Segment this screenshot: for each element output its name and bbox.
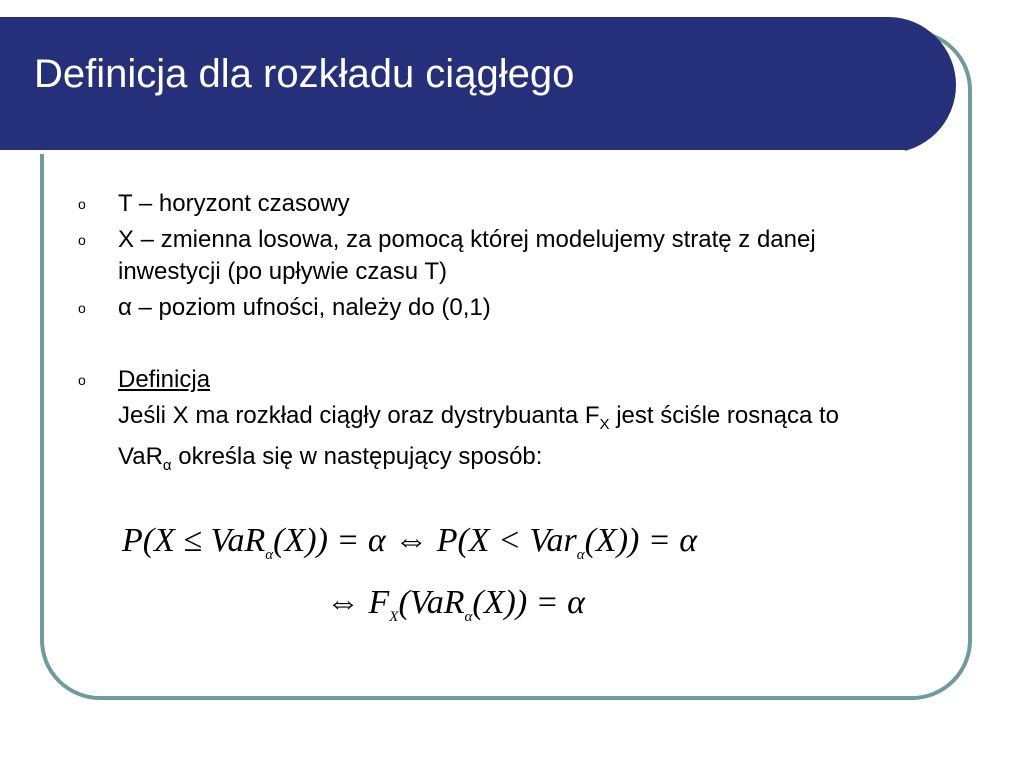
title-underline <box>0 150 905 154</box>
bullet-marker: o <box>78 232 86 248</box>
bullet-text: X – zmienna losowa, za pomocą której modelujemy stratę z danej inwestycji (po upływie czasu T) <box>118 226 816 285</box>
bullet-text: α – poziom ufności, należy do (0,1) <box>118 294 491 321</box>
bullet-marker: o <box>78 372 86 388</box>
slide-title: Definicja dla rozkładu ciągłego <box>34 52 575 96</box>
bullet-marker: o <box>78 196 86 212</box>
formula-line-2: ⇔ $F_X(VaR_\alpha(X)) = \alpha$ <box>326 584 585 625</box>
bullet-text: T – horyzont czasowy <box>118 190 350 217</box>
definition-paragraph: Jeśli X ma rozkład ciągły oraz dystrybuanta $F_X$ jest ściśle rosnąca to VaR$_\alpha$ określa się w następujący sposób: <box>118 402 839 474</box>
bullet-marker: o <box>78 300 86 316</box>
definition-heading: Definicja <box>118 366 211 393</box>
formula-line-1: P(X ≤ VaR$_\alpha$(X)) = α ⇔ P(X < Var$_\alpha$(X)) = α <box>122 522 698 563</box>
